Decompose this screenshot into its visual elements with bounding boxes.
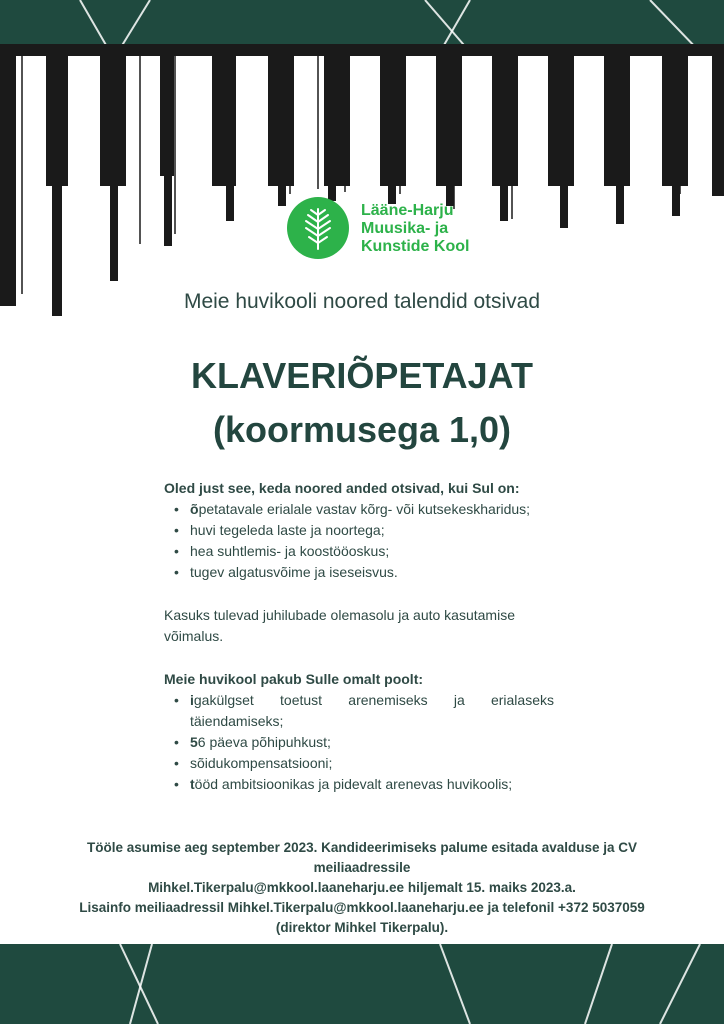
- item-text: sõidukompensatsiooni;: [190, 755, 333, 771]
- item-initial: 5: [190, 734, 198, 750]
- black-piano-key: [278, 56, 286, 206]
- footer-line-2: meiliaadressile: [313, 860, 411, 875]
- black-piano-key: [226, 56, 234, 221]
- list-item: [164, 732, 554, 753]
- list-item: [164, 753, 554, 774]
- footer-email-line: Mihkel.Tikerpalu@mkkool.laaneharju.ee hiljemalt 15. maiks 2023.a.: [148, 880, 576, 895]
- list-item: [164, 499, 554, 520]
- item-initial: t: [190, 776, 195, 792]
- job-title-line-1: KLAVERIÕPETAJAT: [190, 355, 534, 396]
- job-title: [0, 349, 724, 457]
- item-text: 6 päeva põhipuhkust;: [197, 734, 331, 750]
- requirements-list: [164, 499, 554, 583]
- black-piano-key: [388, 56, 396, 204]
- item-text: petatavale erialale vastav kõrg- või kutsekeskharidus;: [198, 501, 531, 517]
- item-text: tugev algatusvõime ja iseseisvus.: [190, 564, 398, 580]
- logo-wordmark: [361, 202, 531, 256]
- job-description: [164, 478, 554, 795]
- school-logo: [287, 197, 527, 263]
- black-piano-key: [446, 56, 454, 206]
- job-title-line-2: (koormusega 1,0): [212, 409, 512, 450]
- logo-line-1: Lääne-Harju: [361, 202, 454, 219]
- black-piano-key: [324, 56, 350, 186]
- footer-line-1: Tööle asumise aeg september 2023. Kandideerimiseks palume esitada avalduse ja CV: [87, 840, 637, 855]
- list-item: [164, 562, 554, 583]
- footer-contact-line: Lisainfo meiliaadressil Mihkel.Tikerpalu@mkkool.laaneharju.ee ja telefonil +372 5037059: [79, 900, 645, 915]
- offer-heading: Meie huvikool pakub Sulle omalt poolt:: [164, 671, 424, 687]
- requirements-heading: Oled just see, keda noored anded otsivad, kui Sul on:: [164, 480, 520, 496]
- offer-list: [164, 690, 554, 795]
- item-text: ööd ambitsioonikas ja pidevalt arenevas huvikoolis;: [194, 776, 513, 792]
- list-item: [164, 520, 554, 541]
- tree-icon: [287, 197, 349, 259]
- black-piano-key: [328, 56, 336, 201]
- logo-line-3: Kunstide Kool: [361, 238, 470, 255]
- logo-line-2: Muusika- ja: [361, 220, 449, 237]
- black-piano-key: [672, 56, 680, 216]
- bonus-paragraph: Kasuks tulevad juhilubade olemasolu ja auto kasutamise võimalus.: [164, 607, 515, 644]
- list-item: [164, 541, 554, 562]
- black-piano-key: [560, 56, 568, 228]
- item-initial: õ: [190, 501, 199, 517]
- item-text: hea suhtlemis- ja koostööoskus;: [190, 543, 390, 559]
- list-item: [164, 690, 554, 732]
- bottom-decorative-band: [0, 944, 724, 1024]
- item-text: huvi tegeleda laste ja noortega;: [190, 522, 385, 538]
- piano-keys-illustration: [0, 44, 724, 316]
- footer-director-line: (direktor Mihkel Tikerpalu).: [275, 920, 449, 935]
- item-initial: i: [190, 692, 194, 708]
- list-item: [164, 774, 554, 795]
- black-piano-key: [52, 56, 62, 316]
- black-piano-key: [0, 56, 16, 306]
- item-text: gakülgset toetust arenemiseks ja erialaseks täiendamiseks;: [190, 692, 554, 729]
- black-piano-key: [616, 56, 624, 224]
- black-piano-key: [164, 56, 172, 246]
- black-piano-key: [712, 56, 724, 196]
- black-piano-key: [110, 56, 118, 281]
- application-info: [60, 838, 664, 938]
- tagline: Meie huvikooli noored talendid otsivad: [183, 290, 541, 313]
